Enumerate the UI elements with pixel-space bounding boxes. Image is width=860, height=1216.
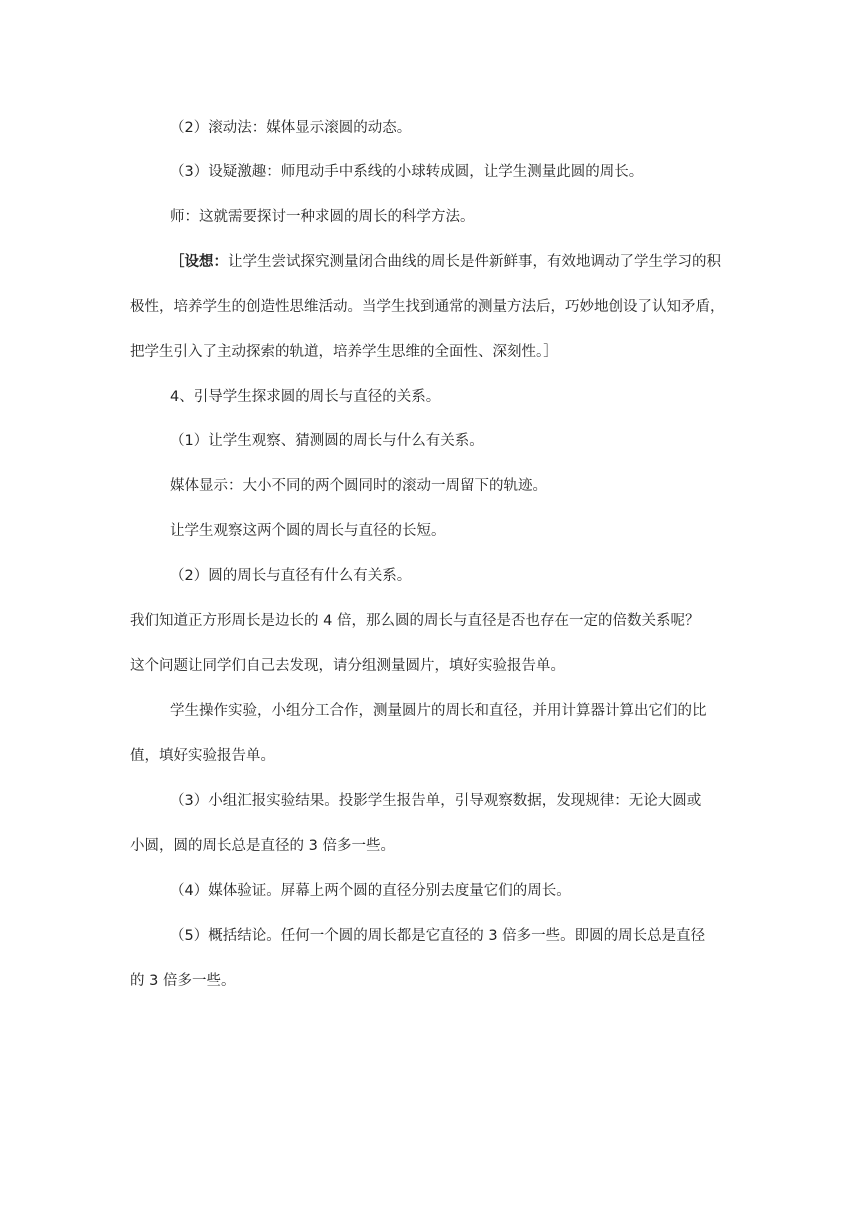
paragraph-line: 这个问题让同学们自己去发现，请分组测量圆片，填好实验报告单。 (130, 658, 565, 674)
section-heading: 4、引导学生探求圆的周长与直径的关系。 (170, 389, 441, 405)
paragraph-line: 我们知道正方形周长是边长的 4 倍，那么圆的周长与直径是否也存在一定的倍数关系呢？ (130, 613, 700, 629)
paragraph-line: （1）让学生观察、猜测圆的周长与什么有关系。 (170, 433, 484, 449)
paragraph-line: （3）小组汇报实验结果。投影学生报告单，引导观察数据，发现规律：无论大圆或 (170, 793, 702, 809)
design-note-label: ［设想： (170, 254, 228, 270)
paragraph-line: （4）媒体验证。屏幕上两个圆的直径分别去度量它们的周长。 (170, 883, 571, 899)
paragraph-line: 把学生引入了主动探索的轨道，培养学生思维的全面性、深刻性。］ (130, 344, 558, 360)
paragraph-line: 让学生观察这两个圆的周长与直径的长短。 (170, 523, 446, 539)
paragraph-line: （5）概括结论。任何一个圆的周长都是它直径的 3 倍多一些。即圆的周长总是直径 (170, 928, 706, 944)
paragraph-line: 媒体显示：大小不同的两个圆同时的滚动一周留下的轨迹。 (170, 478, 547, 494)
paragraph-line: （3）设疑激趣：师甩动手中系线的小球转成圆，让学生测量此圆的周长。 (170, 164, 644, 180)
paragraph-line: 的 3 倍多一些。 (130, 973, 236, 989)
design-note-text: 让学生尝试探究测量闭合曲线的周长是件新鲜事，有效地调动了学生学习的积 (228, 254, 721, 270)
paragraph-line: 值，填好实验报告单。 (130, 748, 275, 764)
paragraph-line: 小圆，圆的周长总是直径的 3 倍多一些。 (130, 838, 395, 854)
paragraph-line: 学生操作实验，小组分工合作，测量圆片的周长和直径，并用计算器计算出它们的比 (170, 703, 707, 719)
paragraph-line: （2）圆的周长与直径有什么有关系。 (170, 568, 412, 584)
paragraph-line: 师：这就需要探讨一种求圆的周长的科学方法。 (170, 209, 475, 225)
paragraph-line: 极性，培养学生的创造性思维活动。当学生找到通常的测量方法后，巧妙地创设了认知矛盾， (130, 299, 725, 315)
design-note-line (170, 252, 721, 272)
paragraph-line: （2）滚动法：媒体显示滚圆的动态。 (170, 120, 412, 136)
